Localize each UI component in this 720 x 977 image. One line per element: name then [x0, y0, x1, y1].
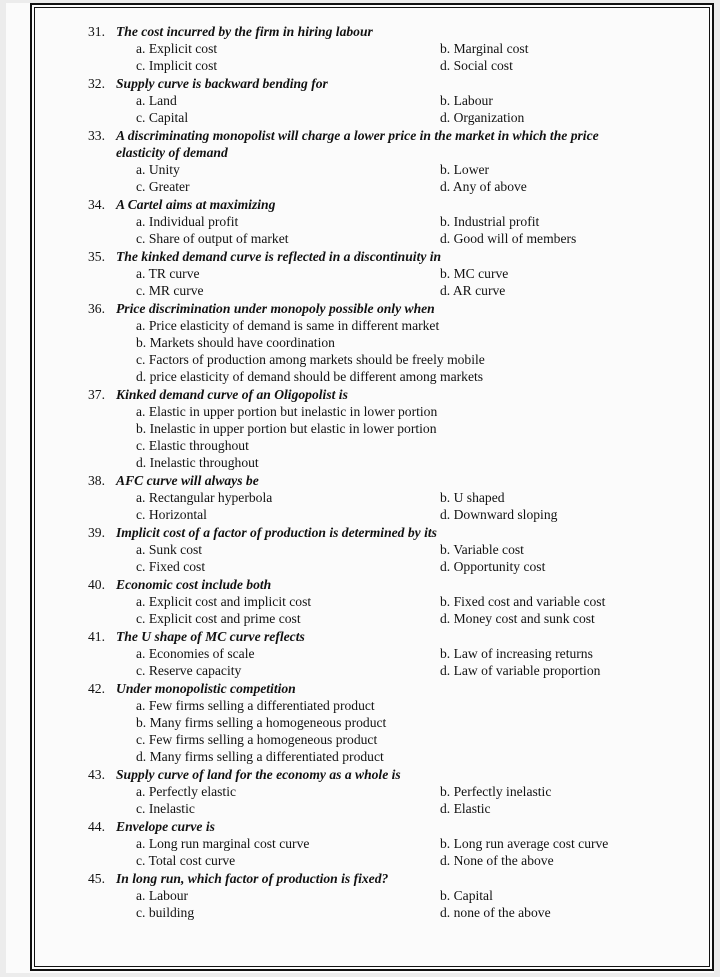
- option-c: c. Explicit cost and prime cost: [136, 611, 301, 626]
- question-37: [88, 386, 648, 471]
- option-c: c. Greater: [136, 179, 190, 194]
- question-number: 35.: [88, 249, 105, 264]
- option-a: a. Elastic in upper portion but inelastic in lower portion: [136, 404, 438, 419]
- question-stem: [88, 628, 648, 645]
- option-c: c. Reserve capacity: [136, 663, 242, 678]
- question-stem: [88, 75, 648, 92]
- option-list: [136, 593, 648, 627]
- option-d: d. Money cost and sunk cost: [440, 611, 595, 626]
- question-text: A Cartel aims at maximizing: [116, 197, 276, 212]
- question-text: AFC curve will always be: [116, 473, 259, 488]
- question-41: [88, 628, 648, 679]
- option-a: a. Few firms selling a differentiated product: [136, 698, 375, 713]
- question-32: [88, 75, 648, 126]
- question-number: 31.: [88, 24, 105, 39]
- option-b: b. MC curve: [440, 266, 509, 281]
- option-a: a. Perfectly elastic: [136, 784, 237, 799]
- option-d: d. Social cost: [440, 58, 513, 73]
- question-text: Supply curve of land for the economy as a whole is: [116, 767, 401, 782]
- question-stem: [88, 766, 648, 783]
- question-number: 40.: [88, 577, 105, 592]
- option-list: [136, 835, 648, 869]
- option-list: [136, 697, 648, 765]
- option-c: c. Implicit cost: [136, 58, 218, 73]
- option-b: b. Long run average cost curve: [440, 836, 609, 851]
- question-text: The cost incurred by the firm in hiring labour: [116, 24, 373, 39]
- question-38: [88, 472, 648, 523]
- option-list: [136, 489, 648, 523]
- question-39: [88, 524, 648, 575]
- option-a: a. Explicit cost: [136, 41, 218, 56]
- option-d: d. Law of variable proportion: [440, 663, 601, 678]
- option-c: c. Elastic throughout: [136, 438, 249, 453]
- option-b: b. Industrial profit: [440, 214, 540, 229]
- option-c: c. building: [136, 905, 195, 920]
- option-a: a. Land: [136, 93, 177, 108]
- question-number: 39.: [88, 525, 105, 540]
- option-a: a. Labour: [136, 888, 189, 903]
- option-b: b. Many firms selling a homogeneous product: [136, 715, 387, 730]
- option-list: [136, 213, 648, 247]
- question-text: Economic cost include both: [116, 577, 272, 592]
- question-stem: [88, 127, 648, 161]
- option-b: b. Capital: [440, 888, 493, 903]
- question-36: [88, 300, 648, 385]
- option-d: d. None of the above: [440, 853, 554, 868]
- option-c: c. Few firms selling a homogeneous product: [136, 732, 378, 747]
- question-stem: [88, 300, 648, 317]
- question-35: [88, 248, 648, 299]
- option-b: b. Marginal cost: [440, 41, 529, 56]
- option-c: c. Total cost curve: [136, 853, 236, 868]
- option-a: a. Sunk cost: [136, 542, 203, 557]
- option-d: d. none of the above: [440, 905, 551, 920]
- question-40: [88, 576, 648, 627]
- option-d: d. Good will of members: [440, 231, 577, 246]
- option-b: b. Law of increasing returns: [440, 646, 593, 661]
- option-list: [136, 265, 648, 299]
- question-list: [88, 23, 648, 922]
- question-number: 34.: [88, 197, 105, 212]
- option-list: [136, 887, 648, 921]
- option-a: a. Price elasticity of demand is same in different market: [136, 318, 440, 333]
- question-text: Kinked demand curve of an Oligopolist is: [116, 387, 348, 402]
- question-stem: [88, 196, 648, 213]
- option-a: a. Individual profit: [136, 214, 239, 229]
- option-c: c. Fixed cost: [136, 559, 206, 574]
- option-list: [136, 40, 648, 74]
- option-c: c. Inelastic: [136, 801, 195, 816]
- option-d: d. Any of above: [440, 179, 527, 194]
- option-b: b. Fixed cost and variable cost: [440, 594, 606, 609]
- question-stem: [88, 23, 648, 40]
- option-d: d. Many firms selling a differentiated product: [136, 749, 384, 764]
- question-45: [88, 870, 648, 921]
- question-number: 36.: [88, 301, 105, 316]
- question-42: [88, 680, 648, 765]
- question-43: [88, 766, 648, 817]
- option-c: c. Share of output of market: [136, 231, 289, 246]
- question-text: The U shape of MC curve reflects: [116, 629, 305, 644]
- option-d: d. Opportunity cost: [440, 559, 546, 574]
- question-text: The kinked demand curve is reflected in a discontinuity in: [116, 249, 442, 264]
- question-number: 37.: [88, 387, 105, 402]
- option-d: d. price elasticity of demand should be different among markets: [136, 369, 484, 384]
- option-b: b. Inelastic in upper portion but elastic in lower portion: [136, 421, 437, 436]
- option-list: [136, 783, 648, 817]
- option-list: [136, 403, 648, 471]
- option-a: a. Long run marginal cost curve: [136, 836, 310, 851]
- option-list: [136, 161, 648, 195]
- option-b: b. Labour: [440, 93, 493, 108]
- question-33: [88, 127, 648, 195]
- question-stem: [88, 386, 648, 403]
- question-number: 42.: [88, 681, 105, 696]
- question-number: 41.: [88, 629, 105, 644]
- option-c: c. Capital: [136, 110, 189, 125]
- question-34: [88, 196, 648, 247]
- question-stem: [88, 576, 648, 593]
- option-d: d. Inelastic throughout: [136, 455, 259, 470]
- document-page: [6, 3, 714, 973]
- question-number: 44.: [88, 819, 105, 834]
- question-stem: [88, 680, 648, 697]
- option-b: b. U shaped: [440, 490, 505, 505]
- question-number: 45.: [88, 871, 105, 886]
- question-text: Supply curve is backward bending for: [116, 76, 328, 91]
- option-c: c. MR curve: [136, 283, 204, 298]
- option-b: b. Markets should have coordination: [136, 335, 335, 350]
- question-31: [88, 23, 648, 74]
- question-text: In long run, which factor of production is fixed?: [116, 871, 389, 886]
- question-44: [88, 818, 648, 869]
- option-a: a. Unity: [136, 162, 180, 177]
- option-a: a. Rectangular hyperbola: [136, 490, 273, 505]
- option-c: c. Factors of production among markets should be freely mobile: [136, 352, 485, 367]
- question-stem: [88, 870, 648, 887]
- question-number: 38.: [88, 473, 105, 488]
- option-d: d. Organization: [440, 110, 525, 125]
- option-a: a. TR curve: [136, 266, 200, 281]
- question-number: 32.: [88, 76, 105, 91]
- option-list: [136, 645, 648, 679]
- option-list: [136, 541, 648, 575]
- question-text: A discriminating monopolist will charge a lower price in the market in which the price elasticity of demand: [116, 128, 599, 160]
- option-b: b. Perfectly inelastic: [440, 784, 552, 799]
- question-text: Price discrimination under monopoly possible only when: [116, 301, 435, 316]
- option-a: a. Economies of scale: [136, 646, 255, 661]
- option-b: b. Lower: [440, 162, 490, 177]
- question-text: Implicit cost of a factor of production is determined by its: [116, 525, 437, 540]
- option-d: d. Elastic: [440, 801, 491, 816]
- option-c: c. Horizontal: [136, 507, 207, 522]
- option-b: b. Variable cost: [440, 542, 524, 557]
- question-text: Under monopolistic competition: [116, 681, 296, 696]
- question-number: 43.: [88, 767, 105, 782]
- option-list: [136, 317, 648, 385]
- question-number: 33.: [88, 128, 105, 143]
- option-list: [136, 92, 648, 126]
- question-text: Envelope curve is: [116, 819, 215, 834]
- question-stem: [88, 248, 648, 265]
- question-stem: [88, 818, 648, 835]
- question-stem: [88, 472, 648, 489]
- option-d: d. AR curve: [440, 283, 506, 298]
- option-a: a. Explicit cost and implicit cost: [136, 594, 312, 609]
- question-stem: [88, 524, 648, 541]
- option-d: d. Downward sloping: [440, 507, 558, 522]
